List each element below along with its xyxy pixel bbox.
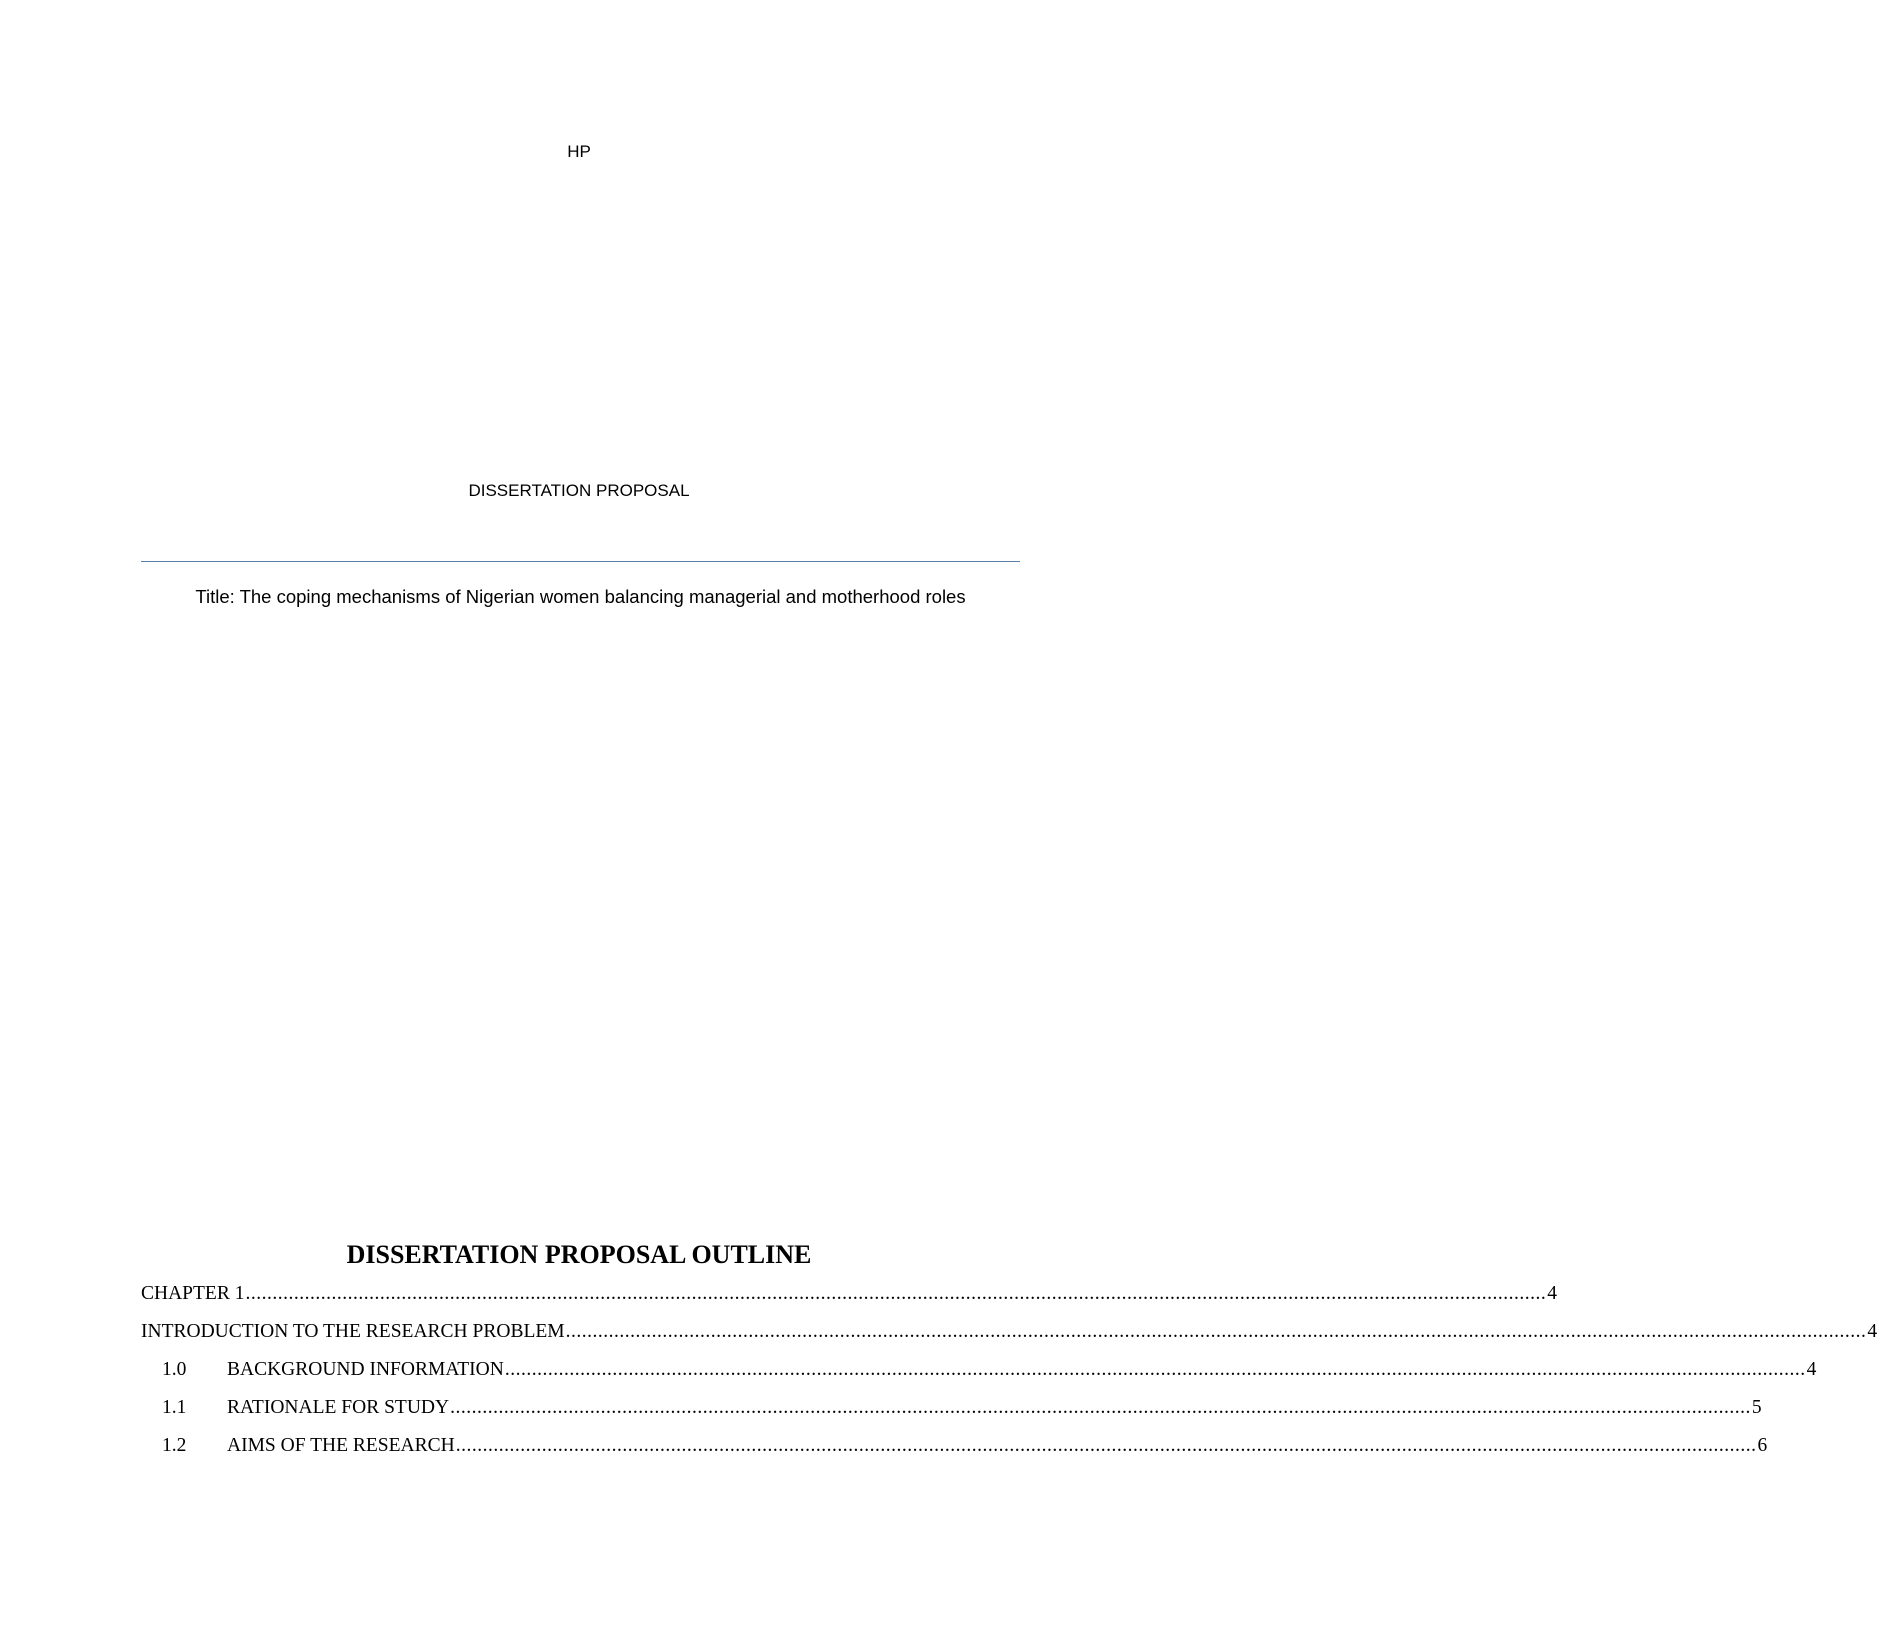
toc-entry-label: RATIONALE FOR STUDY [227,1397,450,1418]
toc-entry-rationale-for-study[interactable] [141,1397,1762,1435]
toc-entry-number: 1.2 [162,1435,187,1456]
toc-entry-page: 5 [1751,1397,1762,1418]
toc-entry-label: INTRODUCTION TO THE RESEARCH PROBLEM [141,1321,565,1342]
toc-entry-page: 4 [1547,1283,1557,1304]
toc-entry-number: 1.0 [162,1359,187,1380]
toc-entry-label: AIMS OF THE RESEARCH [227,1435,455,1456]
toc-entry-introduction[interactable] [141,1321,1877,1359]
toc-leader-dots: .................................................................................................................................................................................................................................................. [455,1435,1757,1456]
toc-entry-label: CHAPTER 1 [141,1283,245,1304]
toc-entry-aims-of-the-research[interactable] [141,1435,1768,1473]
toc-entry-chapter-1[interactable] [141,1283,1557,1321]
toc-entry-label: BACKGROUND INFORMATION [227,1359,504,1380]
toc-entry-number: 1.1 [162,1397,187,1418]
toc-leader-dots: .................................................................................................................................................................................................................................................. [450,1397,1751,1418]
toc-entry-page: 6 [1757,1435,1768,1456]
toc-leader-dots: .................................................................................................................................................................................................................................................. [504,1359,1806,1380]
outline-heading: DISSERTATION PROPOSAL OUTLINE [346,1240,812,1269]
document-title: Title: The coping mechanisms of Nigerian women balancing managerial and motherhood roles [195,586,966,607]
toc-entry-background-information[interactable] [141,1359,1817,1397]
toc-entry-page: 4 [1867,1321,1877,1342]
toc-entry-page: 4 [1806,1359,1817,1380]
toc-leader-dots: .................................................................................................................................................................................................................................................. [565,1321,1867,1342]
document-type: DISSERTATION PROPOSAL [468,481,690,500]
cover-author: HP [567,142,591,161]
toc-leader-dots: .................................................................................................................................................................................................................................................. [245,1283,1547,1304]
title-divider [141,561,1020,562]
table-of-contents [141,1283,1877,1473]
